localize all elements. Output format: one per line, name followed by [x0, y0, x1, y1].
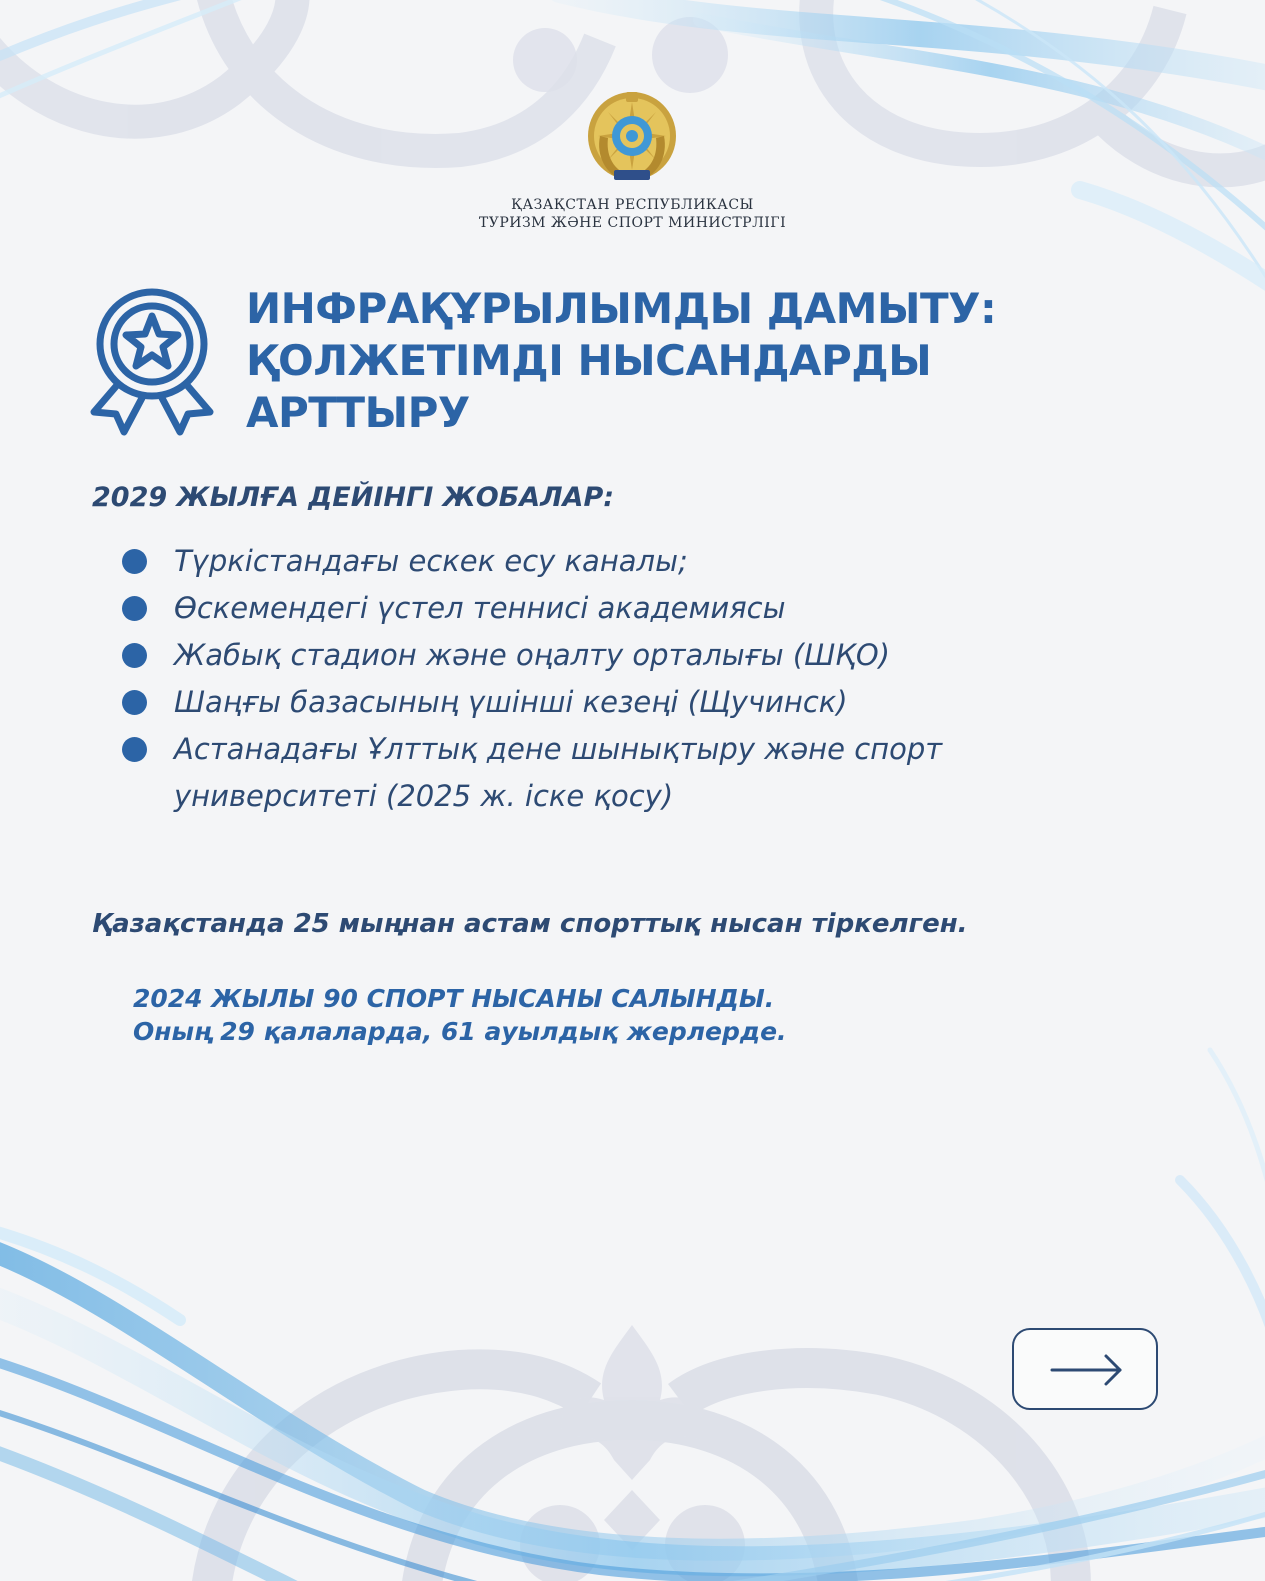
list-item-text: Өскемендегі үстел теннисі академиясы	[174, 591, 786, 625]
registered-facilities-statement: Қазақстанда 25 мыңнан астам спорттық нысан тіркелген.	[92, 909, 968, 939]
list-item-text: Жабық стадион және оңалту орталығы (ШҚО)	[174, 638, 890, 672]
page-title-line-3: АРТТЫРУ	[246, 388, 470, 437]
page-title-line-1: ИНФРАҚҰРЫЛЫМДЫ ДАМЫТУ:	[246, 284, 997, 333]
list-item	[122, 585, 1082, 632]
bullet-icon	[122, 549, 147, 574]
construction-stats-line-1: 2024 ЖЫЛЫ 90 СПОРТ НЫСАНЫ САЛЫНДЫ.	[133, 984, 775, 1013]
ministry-name-line-2: ТУРИЗМ ЖӘНЕ СПОРТ МИНИСТРЛІГІ	[478, 215, 787, 231]
page-title-line-2: ҚОЛЖЕТІМДІ НЫСАНДАРДЫ	[246, 336, 932, 385]
list-item-text: Шаңғы базасының үшінші кезеңі (Щучинск)	[174, 685, 848, 719]
bullet-icon	[122, 596, 147, 621]
next-slide-button[interactable]	[1012, 1328, 1158, 1410]
list-item	[122, 538, 1082, 585]
construction-stats-line-2: Оның 29 қалаларда, 61 ауылдық жерлерде.	[133, 1017, 787, 1046]
page-title	[246, 283, 996, 439]
kazakhstan-state-emblem-icon	[586, 90, 678, 186]
list-item	[122, 632, 1082, 679]
bullet-icon	[122, 737, 147, 762]
bullet-icon	[122, 643, 147, 668]
list-item	[122, 726, 1082, 820]
bullet-icon	[122, 690, 147, 715]
ministry-name-line-1: ҚАЗАҚСТАН РЕСПУБЛИКАСЫ	[511, 197, 754, 213]
construction-stats	[133, 982, 787, 1048]
projects-heading: 2029 ЖЫЛҒА ДЕЙІНГІ ЖОБАЛАР:	[92, 482, 615, 513]
ministry-name	[380, 196, 885, 232]
award-ribbon-star-icon	[88, 286, 216, 436]
list-item-text: Астанадағы Ұлттық дене шынықтыру және спорт университеті (2025 ж. іске қосу)	[174, 732, 943, 813]
list-item	[122, 679, 1082, 726]
list-item-text: Түркістандағы ескек есу каналы;	[174, 544, 688, 578]
projects-list	[122, 538, 1082, 820]
arrow-right-icon	[1050, 1352, 1124, 1388]
